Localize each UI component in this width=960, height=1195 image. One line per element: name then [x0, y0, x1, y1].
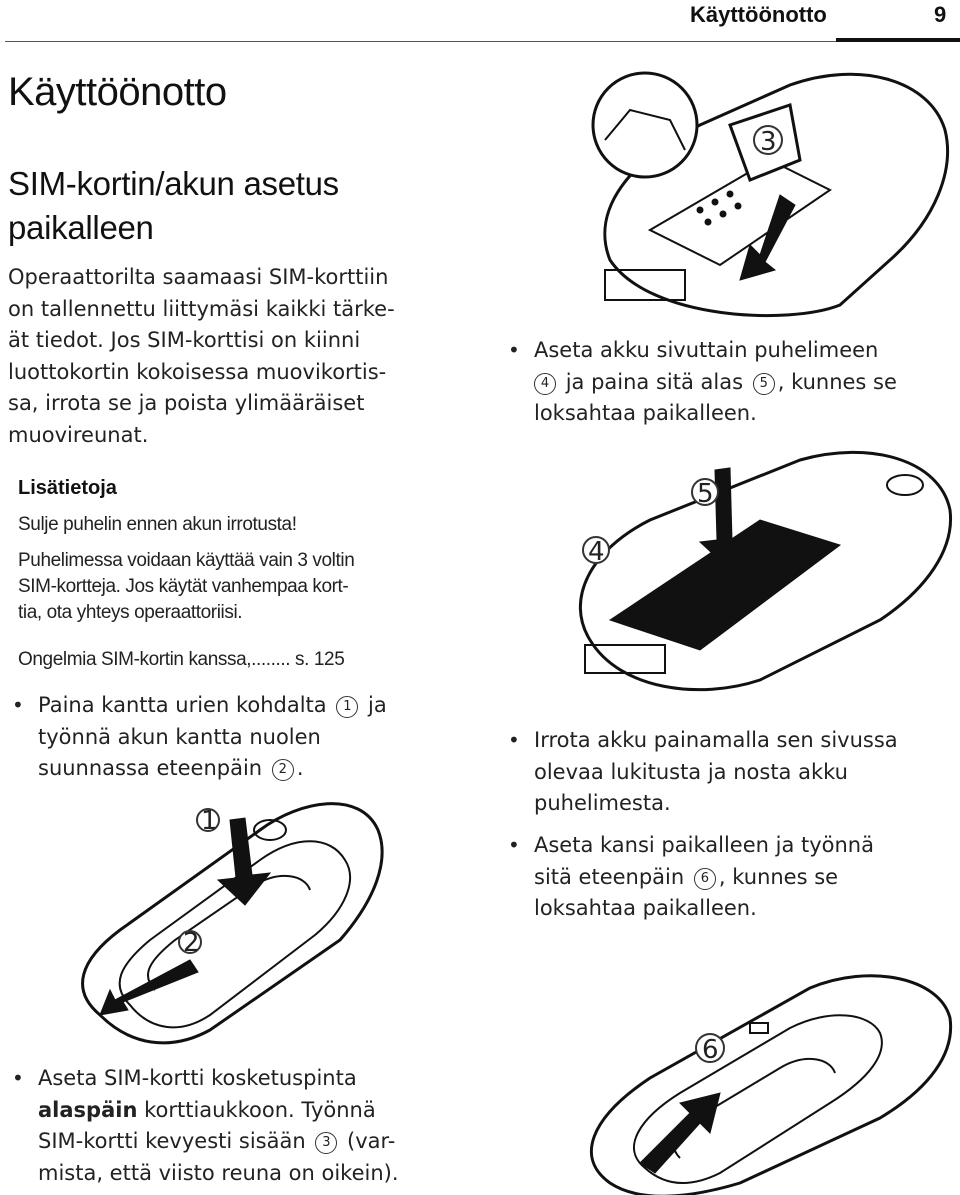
bullet-dot: • [508, 338, 520, 362]
intro-line: sa, irrota se ja poista ylimääräiset [8, 391, 365, 415]
marker-2-graphic [179, 928, 201, 958]
info-note [18, 472, 458, 670]
step-text: työnnä akun kantta nuolen [38, 724, 321, 749]
step-text: loksahtaa paikalleen. [534, 896, 757, 920]
step-text-bold: alaspäin [38, 1097, 138, 1122]
intro-line: muovireunat. [8, 422, 149, 447]
step-close-cover [508, 830, 954, 925]
step-text: olevaa lukitusta ja nosta akku [534, 759, 848, 784]
marker-3: 3 [315, 1132, 337, 1154]
note-voltage-line: SIM-kortteja. Jos käytät vanhempaa kort- [18, 576, 349, 597]
sim-card-illustration [590, 70, 960, 320]
marker-1-graphic [197, 806, 219, 836]
marker-5: 5 [753, 373, 775, 395]
header-rule [5, 41, 960, 42]
intro-line: Operaattorilta saamaasi SIM-korttiin [8, 265, 389, 289]
page-title: Käyttöönotto [8, 70, 227, 114]
step-open-cover: • Paina kantta urien kohdalta 1 ja työnnä akun kantta nuolen suunnassa eteenpäin 2 . [38, 690, 468, 785]
step-text: korttiaukkoon. Työnnä [144, 1097, 376, 1122]
intro-line: luottokortin kokoisessa muovikortis- [8, 359, 387, 384]
step-text: ja [368, 693, 387, 717]
cover-close-illustration [570, 968, 955, 1190]
step-text: puhelimesta. [534, 791, 671, 815]
marker-2: 2 [272, 759, 294, 781]
note-voltage-line: Puhelimessa voidaan käyttää vain 3 voltin [18, 550, 355, 571]
bullet-dot: • [508, 728, 520, 752]
page-number: 9 [934, 2, 947, 27]
step-remove-battery [508, 725, 954, 820]
note-reference-link[interactable]: Ongelmia SIM-kortin kanssa,........ s. 125 [18, 649, 345, 670]
marker-5-label: 5 [697, 479, 714, 509]
note-voltage-line: tia, ota yhteys operaattoriisi. [18, 602, 243, 623]
step-text: (var- [347, 1129, 396, 1153]
page-header [0, 0, 960, 46]
marker-2-label: 2 [183, 928, 200, 958]
marker-4-label: 4 [588, 537, 605, 567]
step-text: Aseta kansi paikalleen ja työnnä [534, 833, 874, 857]
step-text: suunnassa eteenpäin [38, 756, 263, 780]
step-text: sitä eteenpäin [534, 864, 685, 889]
step-insert-battery [508, 335, 954, 430]
battery-insert-illustration [560, 450, 955, 690]
marker-3-label: 3 [760, 127, 777, 157]
bullet-dot: • [12, 693, 24, 717]
step-text: Aseta SIM-kortti kosketuspinta [38, 1066, 357, 1090]
marker-1-label: 1 [201, 806, 218, 836]
bullet-dot: • [508, 833, 520, 857]
phone-cover-illustration [60, 790, 390, 1050]
step-text: SIM-kortti kevyesti sisään [38, 1129, 306, 1153]
header-tab-bar [836, 38, 960, 42]
step-text: ja paina sitä alas [565, 369, 744, 394]
marker-6: 6 [694, 868, 716, 890]
marker-1: 1 [336, 696, 358, 718]
header-title: Käyttöönotto [690, 2, 827, 27]
step-text: , kunnes se [777, 369, 897, 394]
step-text: Aseta akku sivuttain puhelimeen [534, 338, 879, 362]
step-text: mista, että viisto reuna on oikein). [38, 1160, 399, 1185]
marker-6-label: 6 [702, 1035, 719, 1065]
step-text: loksahtaa paikalleen. [534, 401, 757, 425]
step-text: Irrota akku painamalla sen sivussa [534, 728, 898, 752]
step-insert-sim [12, 1063, 468, 1189]
section-title: SIM-kortin/akun asetus paikalleen [8, 165, 339, 246]
zoom-circle [593, 73, 697, 177]
step-text: , kunnes se [718, 864, 839, 889]
note-title: Lisätietoja [18, 477, 117, 499]
note-warning: Sulje puhelin ennen akun irrotusta! [18, 514, 297, 535]
intro-line: on tallennettu liittymäsi kaikki tärke- [8, 296, 395, 321]
step-text: Paina kantta urien kohdalta [38, 693, 327, 717]
bullet-dot: • [12, 1066, 24, 1090]
intro-line: ät tiedot. Jos SIM-korttisi on kiinni [8, 328, 361, 352]
intro-paragraph [8, 262, 460, 451]
marker-4: 4 [534, 373, 556, 395]
note-voltage [18, 548, 448, 626]
